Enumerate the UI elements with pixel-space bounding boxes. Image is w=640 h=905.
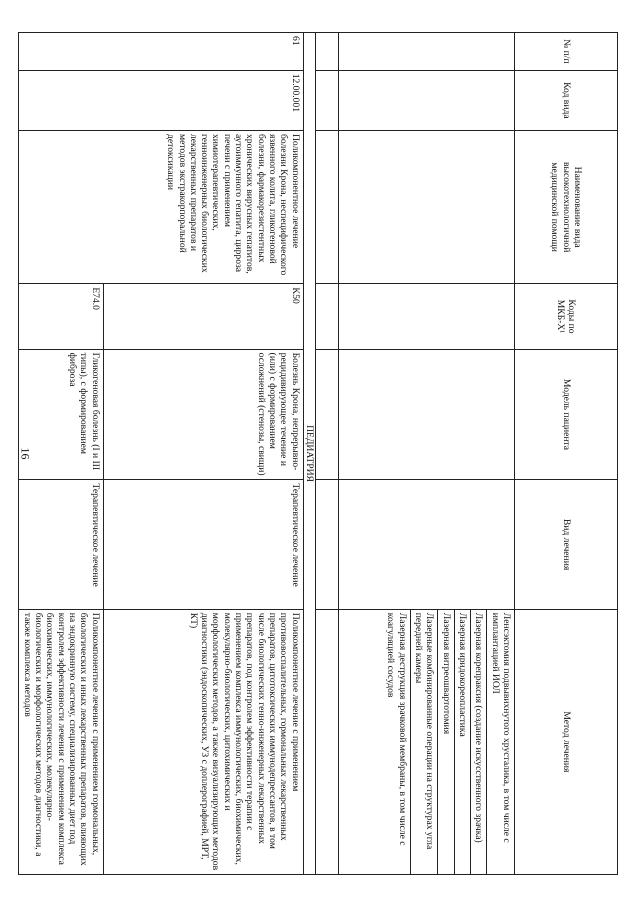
prev-method-item: Лазерная деструкция зрачковой мембраны, в том числе с коагуляцией сосудов	[385, 612, 408, 846]
prev-methods	[339, 609, 515, 874]
row-method: Поликомпонентное лечение с применением противовоспалительных, гормональных лекарственных препаратов, цитотоксических иммунодепрессантов, в том числе биологических генно-инженерных лекарственных препаратов, под контролем эффективности терапии с применением комплекса иммунологических, биохимических, молекулярно-биологических, цитохимических и морфологических методов, а также визуализирующих методов диагностики (эндоскопических, УЗ с доплерографией, МРТ, КТ)	[103, 609, 303, 874]
header-name: Наименование вида высокотехнологичной медицинской помощи	[515, 131, 618, 284]
row-icd: E74.0	[19, 284, 103, 349]
prev-num	[339, 33, 515, 71]
header-method: Метод лечения	[515, 609, 618, 874]
row-model: Гликогеновая болезнь (I и III типы), с формированием фиброза	[19, 349, 103, 480]
row-model: Болезнь Крона, непрерывно-рецидивирующее течение и (или) с формированием осложнений (стенозы, свищи)	[103, 349, 303, 480]
header-model: Модель пациента	[515, 349, 618, 480]
prev-name	[339, 131, 515, 284]
prev-method-item: Ленсэктомия подвывихнутого хрусталика, в том числе с имплантацией ИОЛ	[486, 610, 514, 874]
row-code: 12.00.001	[19, 70, 303, 130]
header-num: № п/п	[515, 33, 618, 71]
header-code: Код вида	[515, 70, 618, 130]
row-method: Поликомпонентное лечение с применением гормональных, биологических и иных лекарственных препаратов, влияющих на эндокринную систему, специализированных диет под контролем эффективности лечения с применением комплекса биохимических, иммунологических, молекулярно-биологических и морфологических методов диагностики, а также комплекса методов	[19, 609, 103, 874]
prev-code	[339, 70, 515, 130]
prev-icd	[339, 284, 515, 349]
section-row	[303, 33, 315, 875]
section-title: ПЕДИАТРИЯ	[303, 33, 315, 875]
row-icd: K50	[103, 284, 303, 349]
header-type: Вид лечения	[515, 480, 618, 609]
row-61-sub1	[103, 33, 303, 875]
prev-model	[339, 349, 515, 480]
previous-row	[339, 33, 515, 875]
prev-method-item: Лазерная иридокореопластика	[454, 610, 470, 874]
row-type: Терапевтическое лечение	[103, 480, 303, 609]
prev-type	[339, 480, 515, 609]
row-name: Поликомпонентное лечение болезни Крона, неспецифического язвенного колита, гликогеновой болезни, фармакорезистентных хронических вирусных гепатитов, аутоиммунного гепатита, цирроза печени с применением химиотерапевтических, генноинженерных биологических лекарственных препаратов и методов экстракорпоральной детоксикации	[19, 131, 303, 284]
row-num: 61	[19, 33, 303, 71]
page-number: 16	[18, 447, 33, 460]
spacer-row	[316, 33, 339, 875]
row-type: Терапевтическое лечение	[19, 480, 103, 609]
header-icd: Коды по МКБ-X¹	[515, 284, 618, 349]
prev-method-item: Лазерная корепраксия (создание искусственного зрачка)	[470, 610, 486, 874]
prev-method-item: Лазерные комбинированные операции на структурах угла передней камеры	[410, 610, 438, 874]
prev-method-item: Лазерная витреошвартотомия	[437, 610, 453, 874]
header-row	[515, 33, 618, 875]
treatment-table	[19, 32, 619, 875]
